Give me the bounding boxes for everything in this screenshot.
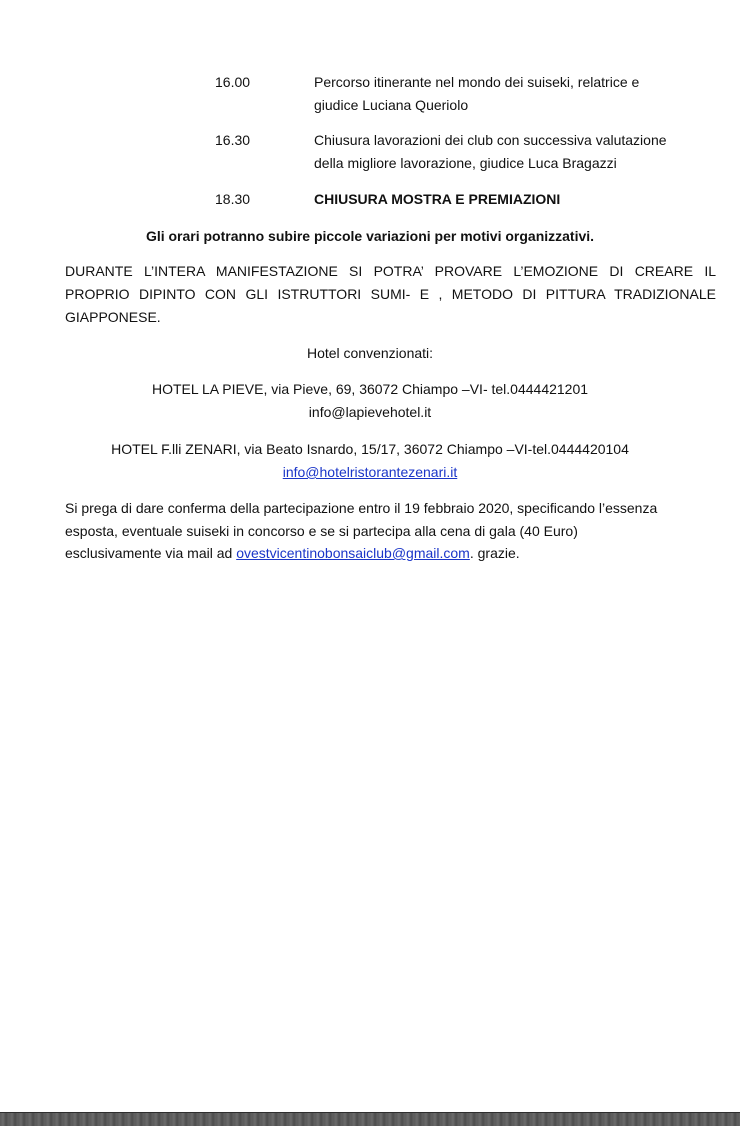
schedule-time: 16.30 [215,132,251,148]
hotel-email: info@lapievehotel.it [308,404,432,420]
schedule-description [314,129,714,175]
hotel-address: HOTEL F.lli ZENARI, via Beato Isnardo, 15/17, 36072 Chiampo –VI-tel.0444420104 [111,441,629,457]
confirmation-prefix: esclusivamente via mail ad [65,545,237,561]
hotel-address: HOTEL LA PIEVE, via Pieve, 69, 36072 Chiampo –VI- tel.0444421201 [151,381,589,397]
confirmation-line: Si prega di dare conferma della partecipazione entro il 19 febbraio 2020, specificando l’essenza [65,500,658,516]
hotel-email-line [0,461,740,484]
notice-line: DURANTE L’INTERA MANIFESTAZIONE SI POTRA’ PROVARE L’EMOZIONE DI CREARE IL [65,263,716,279]
schedule-time: 16.00 [215,74,251,90]
schedule-description-line: Chiusura lavorazioni dei club con successiva valutazione [314,132,667,148]
hotel-email-link[interactable]: info@hotelristorantezenari.it [282,464,458,480]
schedule-description-line: Percorso itinerante nel mondo dei suiseki, relatrice e [314,74,640,90]
confirmation-line: esposta, eventuale suiseki in concorso e se si partecipa alla cena di gala (40 Euro) [65,523,578,539]
notice-line: PROPRIO DIPINTO CON GLI ISTRUTTORI SUMI- E , METODO DI PITTURA TRADIZIONALE [65,286,716,302]
notice-line: GIAPPONESE. [65,309,161,325]
schedule-description [314,71,714,117]
schedule-description-line: CHIUSURA MOSTRA E PREMIAZIONI [314,191,561,207]
confirmation-line [65,542,725,565]
hotels-heading: Hotel convenzionati: [306,345,434,361]
schedule-description-line: della migliore lavorazione, giudice Luca Bragazzi [314,155,617,171]
schedule-description [314,188,714,211]
schedule-time: 18.30 [215,191,251,207]
bottom-status-strip [0,1112,740,1126]
schedule-note: Gli orari potranno subire piccole variazioni per motivi organizzativi. [145,228,595,244]
confirmation-suffix: . grazie. [469,545,520,561]
club-email-link[interactable]: ovestvicentinobonsaiclub@gmail.com [236,545,470,561]
schedule-description-line: giudice Luciana Queriolo [314,97,469,113]
